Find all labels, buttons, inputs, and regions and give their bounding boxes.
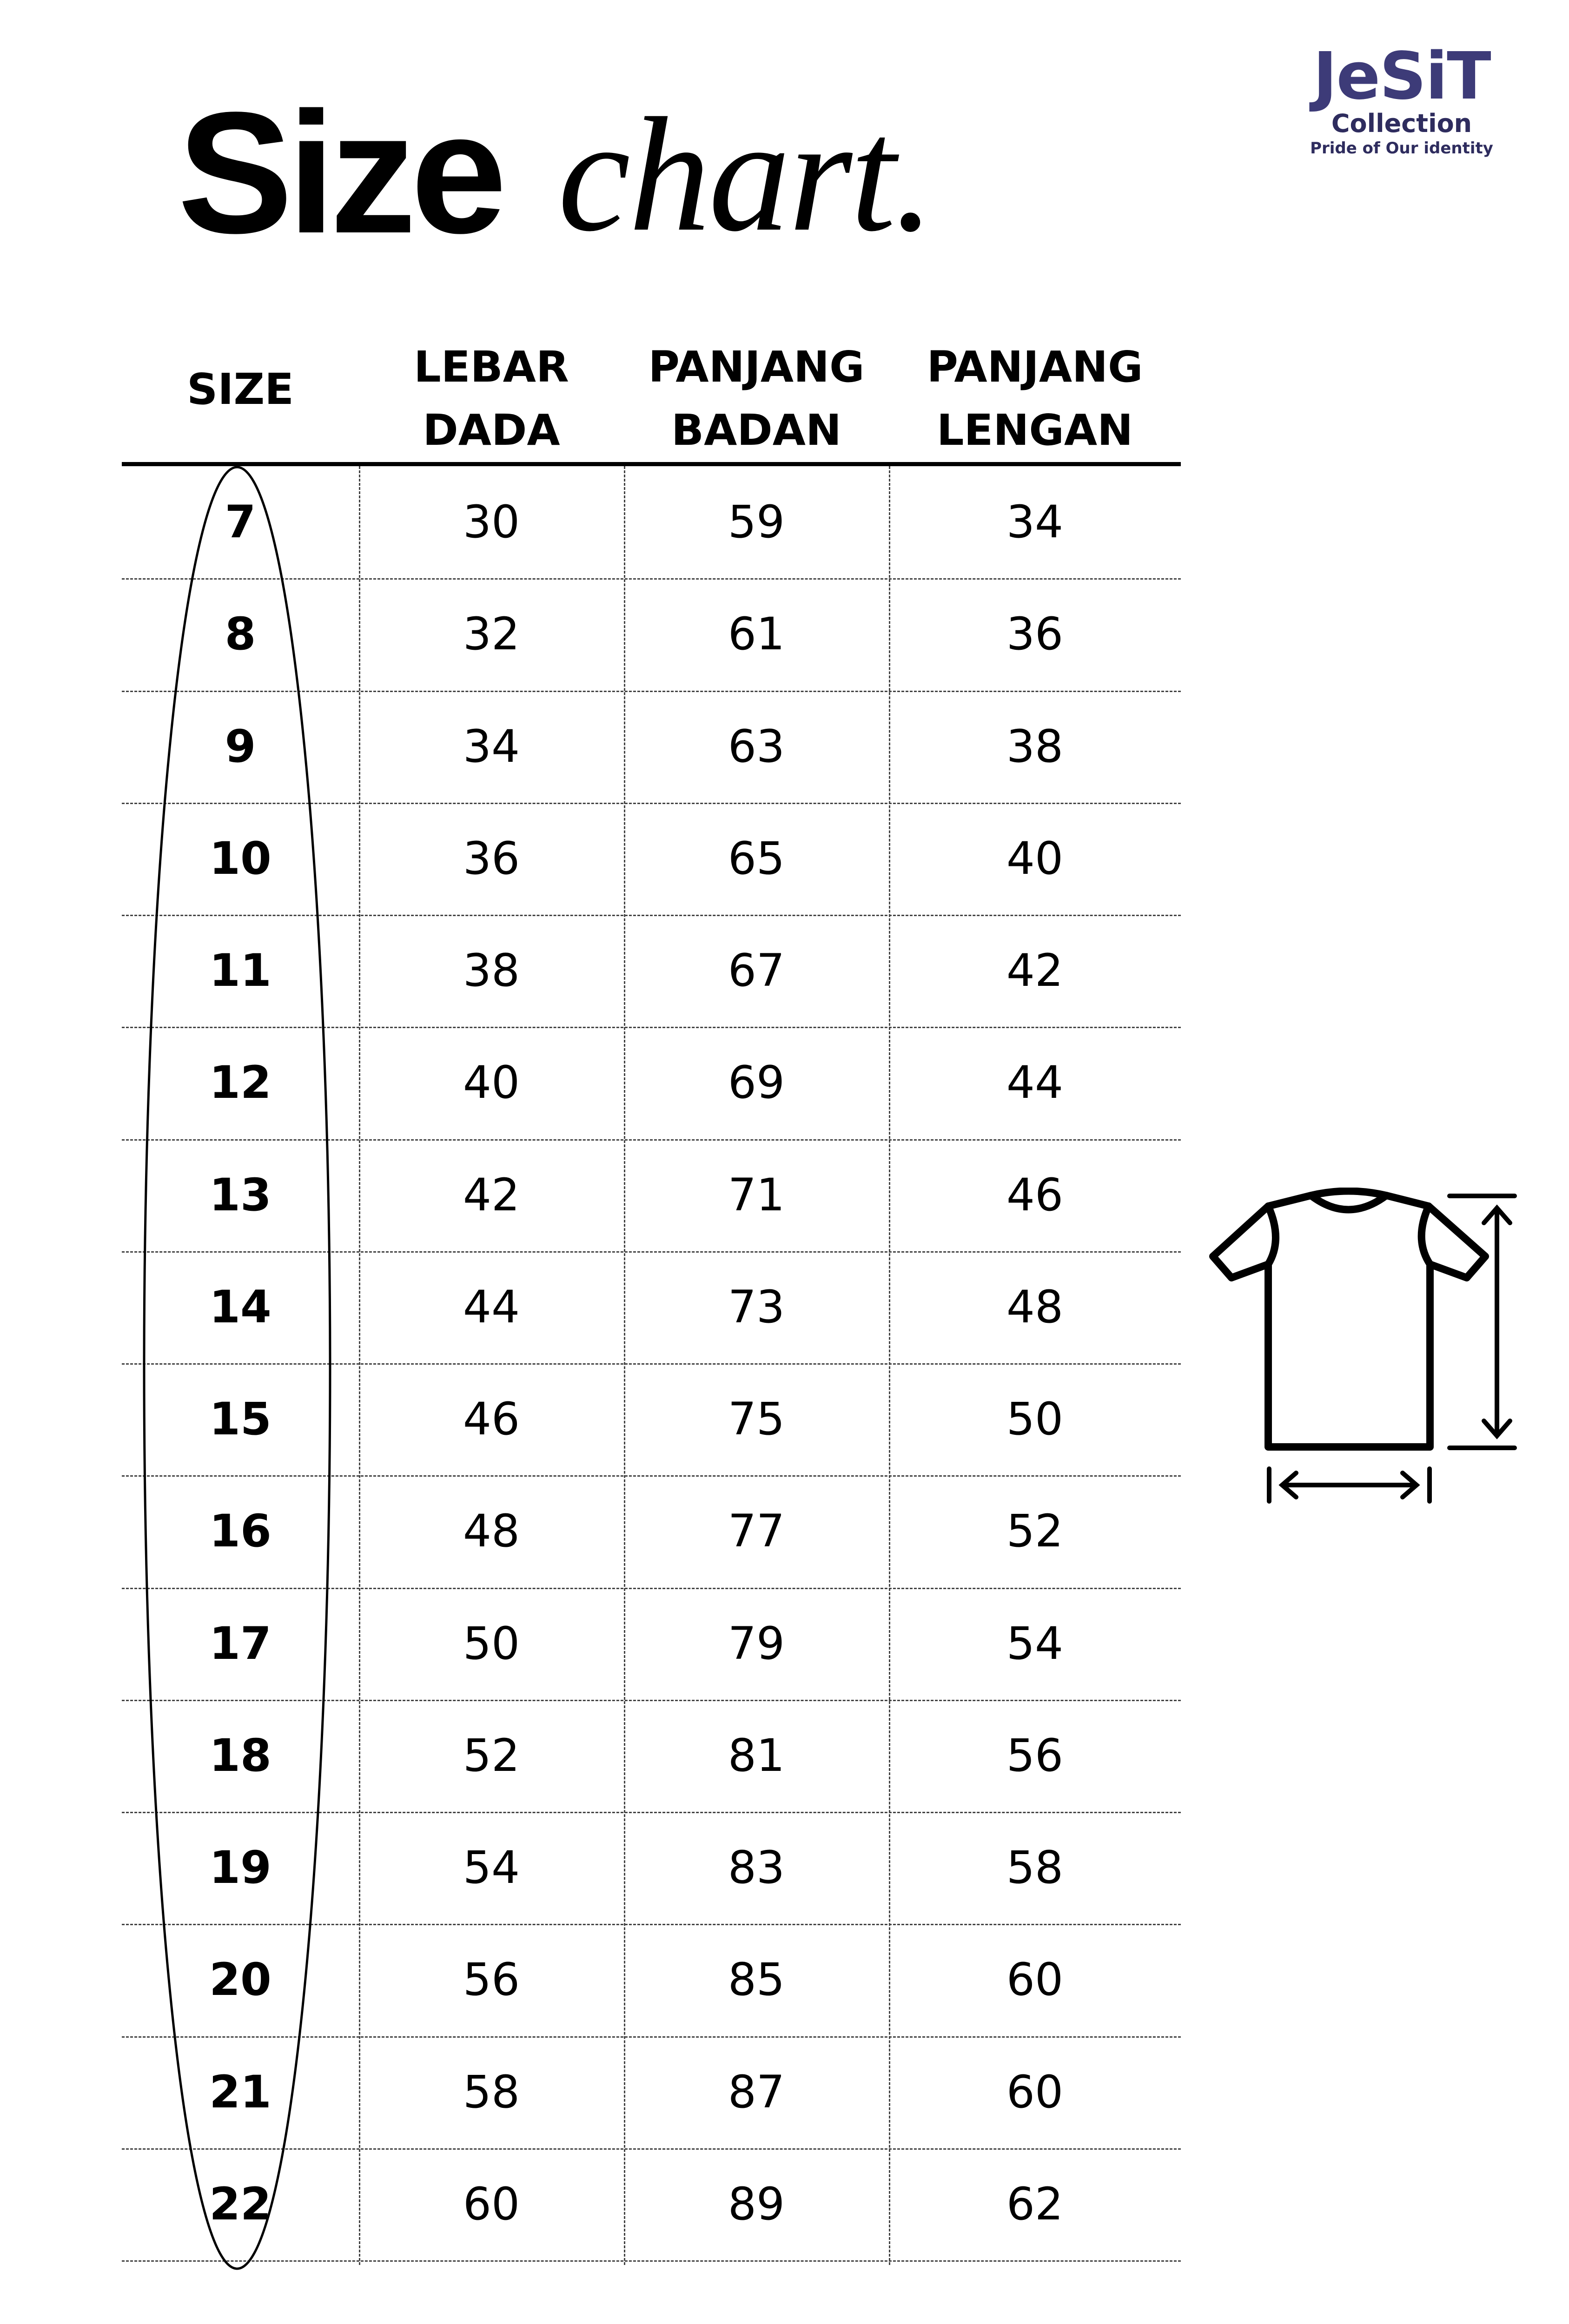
lebar-dada-cell: 54 [463,1842,520,1894]
panjang-badan-cell: 85 [728,1954,785,2006]
brand-name: JeSiT [1313,39,1490,114]
lebar-dada-cell: 40 [463,1056,520,1109]
lebar-dada-cell: 44 [463,1281,520,1333]
panjang-badan-cell: 83 [728,1842,785,1894]
brand-sub: Collection [1331,109,1472,138]
panjang-badan-cell: 67 [728,944,785,997]
panjang-lengan-cell: 34 [1006,496,1064,548]
lebar-dada-cell: 46 [463,1393,520,1445]
lebar-dada-cell: 58 [463,2066,520,2118]
panjang-lengan-cell: 56 [1006,1729,1064,1782]
size-cell: 19 [209,1842,271,1894]
size-cell: 11 [209,944,271,997]
lebar-dada-cell: 34 [463,720,520,772]
panjang-lengan-cell: 52 [1006,1505,1064,1558]
panjang-badan-cell: 61 [728,608,785,660]
panjang-badan-cell: 77 [728,1505,785,1558]
size-cell: 18 [209,1729,271,1782]
lebar-dada-cell: 52 [463,1729,520,1782]
panjang-badan-cell: 81 [728,1729,785,1782]
panjang-lengan-cell: 44 [1006,1056,1064,1109]
title-chart: chart. [558,84,933,265]
panjang-badan-cell: 89 [728,2178,785,2230]
lebar-dada-cell: 36 [463,832,520,885]
size-cell: 14 [209,1281,271,1333]
header-panjang-lengan: PANJANG LENGAN [927,342,1143,455]
lebar-dada-cell: 30 [463,496,520,548]
size-cell: 15 [209,1393,271,1445]
size-cell: 13 [209,1169,271,1221]
size-cell: 16 [209,1505,271,1558]
panjang-badan-cell: 87 [728,2066,785,2118]
panjang-lengan-cell: 60 [1006,1954,1064,2006]
panjang-lengan-cell: 62 [1006,2178,1064,2230]
size-cell: 8 [225,608,256,660]
brand-logo [1292,39,1511,158]
panjang-lengan-cell: 38 [1006,720,1064,772]
size-cell: 21 [209,2066,271,2118]
panjang-lengan-cell: 40 [1006,832,1064,885]
panjang-lengan-cell: 36 [1006,608,1064,660]
title-size: Size [178,76,502,269]
size-cell: 10 [209,832,271,885]
panjang-badan-cell: 71 [728,1169,785,1221]
panjang-badan-cell: 63 [728,720,785,772]
size-cell: 7 [225,496,256,548]
size-cell: 20 [209,1954,271,2006]
panjang-lengan-cell: 60 [1006,2066,1064,2118]
size-cell: 22 [209,2178,271,2230]
size-cell: 17 [209,1617,271,1670]
lebar-dada-cell: 60 [463,2178,520,2230]
header-panjang-badan: PANJANG BADAN [648,342,865,455]
lebar-dada-cell: 50 [463,1617,520,1670]
size-column-ellipse [139,462,335,2275]
header-size: SIZE [186,364,294,414]
lebar-dada-cell: 42 [463,1169,520,1221]
panjang-badan-cell: 79 [728,1617,785,1670]
panjang-lengan-cell: 46 [1006,1169,1064,1221]
lebar-dada-cell: 56 [463,1954,520,2006]
tshirt-measurement-icon [1209,1188,1534,1513]
panjang-lengan-cell: 54 [1006,1617,1064,1670]
panjang-lengan-cell: 48 [1006,1281,1064,1333]
panjang-badan-cell: 75 [728,1393,785,1445]
lebar-dada-cell: 32 [463,608,520,660]
lebar-dada-cell: 48 [463,1505,520,1558]
header-lebar-dada: LEBAR DADA [414,342,569,455]
panjang-badan-cell: 69 [728,1056,785,1109]
panjang-badan-cell: 59 [728,496,785,548]
size-cell: 9 [225,720,256,772]
column-divider [359,466,360,2265]
panjang-lengan-cell: 42 [1006,944,1064,997]
brand-tagline: Pride of Our identity [1310,139,1493,158]
lebar-dada-cell: 38 [463,944,520,997]
size-cell: 12 [209,1056,271,1109]
panjang-badan-cell: 65 [728,832,785,885]
panjang-lengan-cell: 58 [1006,1842,1064,1894]
column-divider [889,466,890,2265]
column-divider [624,466,625,2265]
panjang-lengan-cell: 50 [1006,1393,1064,1445]
panjang-badan-cell: 73 [728,1281,785,1333]
